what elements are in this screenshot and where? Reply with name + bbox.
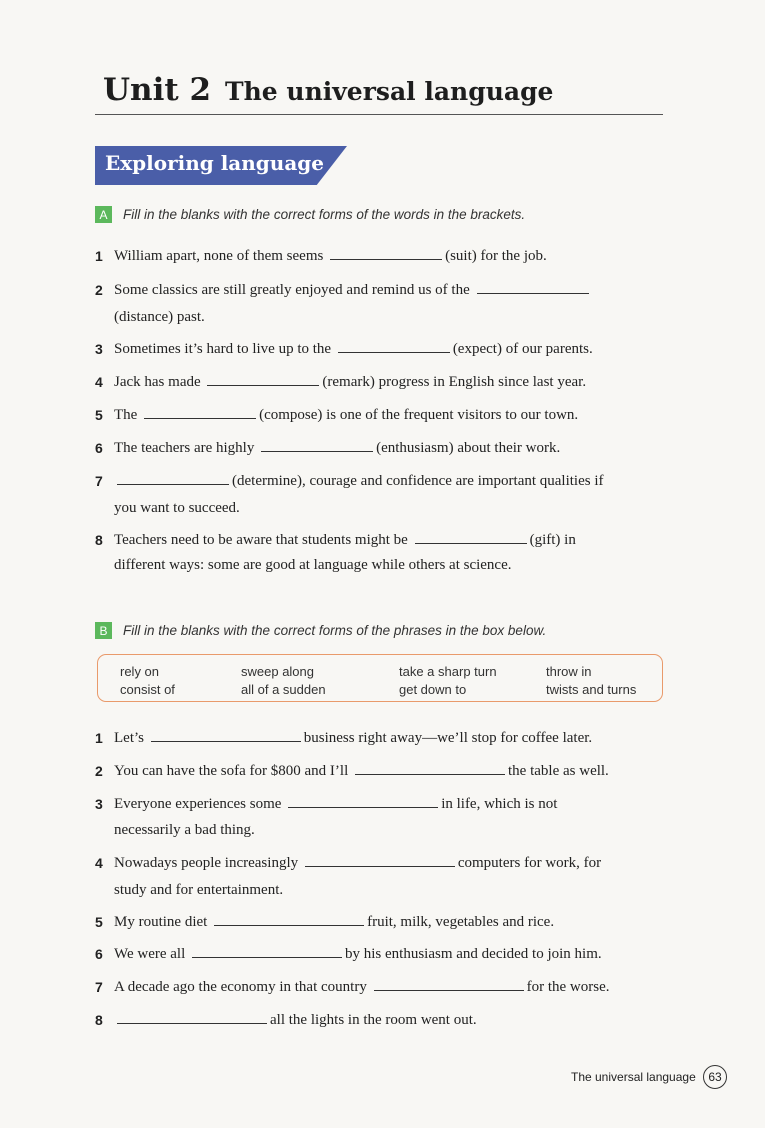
item-number: 1	[95, 730, 103, 746]
item-line: different ways: some are good at language while others at science.	[114, 557, 512, 573]
item-line: The teachers are highly (enthusiasm) about their work.	[114, 435, 560, 461]
item-line: Some classics are still greatly enjoyed and remind us of the	[114, 277, 592, 303]
answer-blank[interactable]	[261, 437, 373, 452]
section-a-instruction: Fill in the blanks with the correct forms of the words in the brackets.	[123, 207, 526, 222]
item-line: all the lights in the room went out.	[114, 1007, 477, 1033]
phrase-box	[97, 654, 663, 702]
item-line: Jack has made (remark) progress in English since last year.	[114, 369, 586, 395]
phrase-item: consist of	[120, 682, 175, 697]
item-line: (distance) past.	[114, 309, 205, 325]
item-line: We were all by his enthusiasm and decided to join him.	[114, 941, 602, 967]
answer-blank[interactable]	[415, 529, 527, 544]
unit-title: The universal language	[225, 77, 554, 106]
item-number: 5	[95, 407, 103, 423]
item-line: A decade ago the economy in that country for the worse.	[114, 974, 609, 1000]
section-b-header	[95, 622, 546, 639]
item-number: 1	[95, 248, 103, 264]
phrase-item: sweep along	[241, 664, 314, 679]
item-number: 3	[95, 796, 103, 812]
page-number: 63	[703, 1065, 727, 1089]
item-line: My routine diet fruit, milk, vegetables and rice.	[114, 909, 554, 935]
section-a-header	[95, 206, 525, 223]
phrase-item: get down to	[399, 682, 467, 697]
item-line: Nowadays people increasingly computers for work, for	[114, 850, 601, 876]
item-number: 4	[95, 374, 103, 390]
item-line: necessarily a bad thing.	[114, 822, 255, 838]
item-number: 7	[95, 979, 103, 995]
item-line: Teachers need to be aware that students might be (gift) in	[114, 527, 576, 553]
item-number: 8	[95, 532, 103, 548]
answer-blank[interactable]	[305, 852, 455, 867]
answer-blank[interactable]	[330, 245, 442, 260]
answer-blank[interactable]	[338, 338, 450, 353]
item-line: Sometimes it’s hard to live up to the (expect) of our parents.	[114, 336, 593, 362]
item-number: 8	[95, 1012, 103, 1028]
phrase-item: throw in	[546, 664, 592, 679]
section-b-instruction: Fill in the blanks with the correct forms of the phrases in the box below.	[123, 623, 547, 638]
item-number: 3	[95, 341, 103, 357]
phrase-item: rely on	[120, 664, 160, 679]
item-number: 6	[95, 440, 103, 456]
item-number: 6	[95, 946, 103, 962]
item-number: 2	[95, 282, 103, 298]
section-b-badge: B	[95, 622, 112, 639]
item-line: You can have the sofa for $800 and I’ll the table as well.	[114, 758, 609, 784]
item-number: 2	[95, 763, 103, 779]
item-number: 7	[95, 473, 103, 489]
item-line: (determine), courage and confidence are important qualities if	[114, 468, 604, 494]
item-line: you want to succeed.	[114, 500, 240, 516]
answer-blank[interactable]	[192, 943, 342, 958]
section-banner-text: Exploring language	[105, 151, 325, 175]
answer-blank[interactable]	[151, 727, 301, 742]
answer-blank[interactable]	[214, 911, 364, 926]
item-number: 4	[95, 855, 103, 871]
answer-blank[interactable]	[207, 371, 319, 386]
section-a-badge: A	[95, 206, 112, 223]
phrase-item: twists and turns	[546, 682, 637, 697]
answer-blank[interactable]	[477, 279, 589, 294]
phrase-item: take a sharp turn	[399, 664, 497, 679]
item-line: The (compose) is one of the frequent visitors to our town.	[114, 402, 578, 428]
answer-blank[interactable]	[117, 1009, 267, 1024]
footer-title: The universal language	[571, 1070, 696, 1084]
phrase-item: all of a sudden	[241, 682, 326, 697]
answer-blank[interactable]	[288, 793, 438, 808]
unit-number: Unit 2	[103, 72, 212, 108]
answer-blank[interactable]	[117, 470, 229, 485]
item-number: 5	[95, 914, 103, 930]
answer-blank[interactable]	[374, 976, 524, 991]
answer-blank[interactable]	[355, 760, 505, 775]
item-line: Let’s business right away—we’ll stop for coffee later.	[114, 725, 592, 751]
item-line: study and for entertainment.	[114, 882, 284, 898]
answer-blank[interactable]	[144, 404, 256, 419]
title-divider	[95, 114, 663, 115]
page-title	[103, 72, 553, 108]
item-line: William apart, none of them seems (suit) for the job.	[114, 243, 547, 269]
item-line: Everyone experiences some in life, which is not	[114, 791, 557, 817]
